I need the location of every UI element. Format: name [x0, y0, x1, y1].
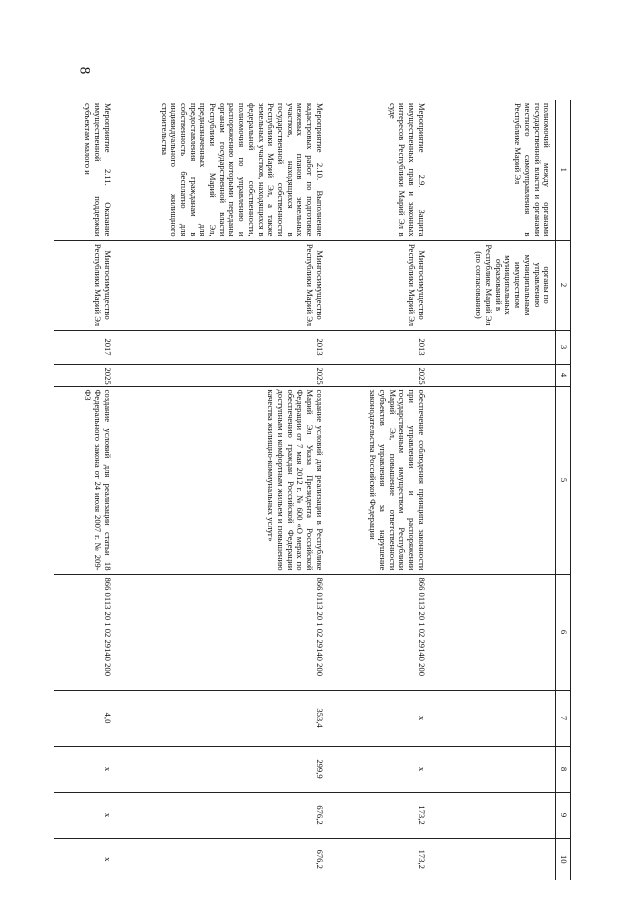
- cell-v8: [430, 746, 556, 792]
- cell-measure: Мероприятие 2.9. Защита имущественных прав и законных интересов Республики Марий Эл в суде: [387, 103, 427, 237]
- cell-executor: Мингосимущество Республики Марий Эл: [328, 240, 430, 330]
- cell-kbk: [430, 574, 556, 690]
- cell-executor: Мингосимущество Республики Марий Эл: [54, 240, 116, 330]
- cell-executor: органы по управлению муниципальным имуществом муниципальных образований в Республике Марий Эл (по согласованию): [430, 240, 556, 330]
- cell-end: 2025: [54, 364, 116, 386]
- cell-result: создание условий для реализации статьи 18 Федерального закона от 24 июля 2007 г. № 209-ФЗ: [54, 386, 116, 574]
- cell-v10: 676,2: [116, 838, 328, 880]
- program-table: [54, 100, 571, 880]
- cell-kbk: 866 0113 20 1 02 29140 200: [328, 574, 430, 690]
- cell-v7: [430, 690, 556, 746]
- cell-measure: Мероприятие 2.10. Выполнение кадастровых работ по подготовке межевых планов земельных участков, находящихся в государственной собственности Республики Марий Эл, а также земельных участков, находящихся в федеральной собственности, полномочия по управлению и распоряжению которыми переданы органам государственной власти Республики Марий Эл, предназначенных для предоставления гражданам в собственность бесплатно для индивидуального жилищного строительства: [159, 103, 325, 237]
- cell-v8: х: [328, 746, 430, 792]
- col-header: 5: [556, 386, 571, 574]
- cell-result: обеспечение соблюдения принципа законности при управлении и распоряжении государственным имуществом Республики Марий Эл, повышение ответственности субъектов управления за нарушение законодательства Российской Федерации: [328, 386, 430, 574]
- cell-v8: х: [54, 746, 116, 792]
- cell-start: 2013: [116, 330, 328, 364]
- cell-end: 2025: [116, 364, 328, 386]
- cell-executor: Мингосимущество Республики Марий Эл: [116, 240, 328, 330]
- table-row: [328, 100, 430, 880]
- table-row: [116, 100, 328, 880]
- cell-kbk: 866 0113 20 1 02 29140 200: [54, 574, 116, 690]
- cell-end: 2025: [328, 364, 430, 386]
- col-header: 7: [556, 690, 571, 746]
- page-number: 8: [76, 66, 93, 75]
- cell-v9: 173,2: [328, 792, 430, 838]
- col-header: 2: [556, 240, 571, 330]
- cell-v7: 4,0: [54, 690, 116, 746]
- cell-v10: [430, 838, 556, 880]
- table-row: [430, 100, 556, 880]
- cell-start: [430, 330, 556, 364]
- cell-v7: х: [328, 690, 430, 746]
- cell-kbk: 866 0113 20 1 02 29140 200: [116, 574, 328, 690]
- cell-v10: х: [54, 838, 116, 880]
- cell-end: [430, 364, 556, 386]
- cell-measure: Мероприятие 2.11. Оказание имущественной поддержки субъектам малого и: [83, 103, 113, 237]
- cell-start: 2013: [328, 330, 430, 364]
- cell-v9: [430, 792, 556, 838]
- cell-v10: 173,2: [328, 838, 430, 880]
- cell-measure: полномочий между органами государственной власти и органами местного самоуправления в Республике Марий Эл: [513, 103, 553, 237]
- rotated-sheet: [51, 100, 571, 880]
- col-header: 3: [556, 330, 571, 364]
- table-row: [54, 100, 116, 880]
- table-header-row: [556, 100, 571, 880]
- cell-result: создание условий для реализации в Республике Марий Эл Указа Президента Российской Федерации от 7 мая 2012 г. № 600 «О мерах по обеспечению граждан Российской Федерации доступным и комфортным жильем и повышению качества жилищно-коммунальных услуг»: [116, 386, 328, 574]
- cell-v9: х: [54, 792, 116, 838]
- col-header: 8: [556, 746, 571, 792]
- cell-start: 2017: [54, 330, 116, 364]
- cell-v8: 299,9: [116, 746, 328, 792]
- col-header: 1: [556, 100, 571, 240]
- col-header: 9: [556, 792, 571, 838]
- cell-v7: 353,4: [116, 690, 328, 746]
- col-header: 6: [556, 574, 571, 690]
- col-header: 4: [556, 364, 571, 386]
- cell-v9: 676,2: [116, 792, 328, 838]
- col-header: 10: [556, 838, 571, 880]
- cell-result: [430, 386, 556, 574]
